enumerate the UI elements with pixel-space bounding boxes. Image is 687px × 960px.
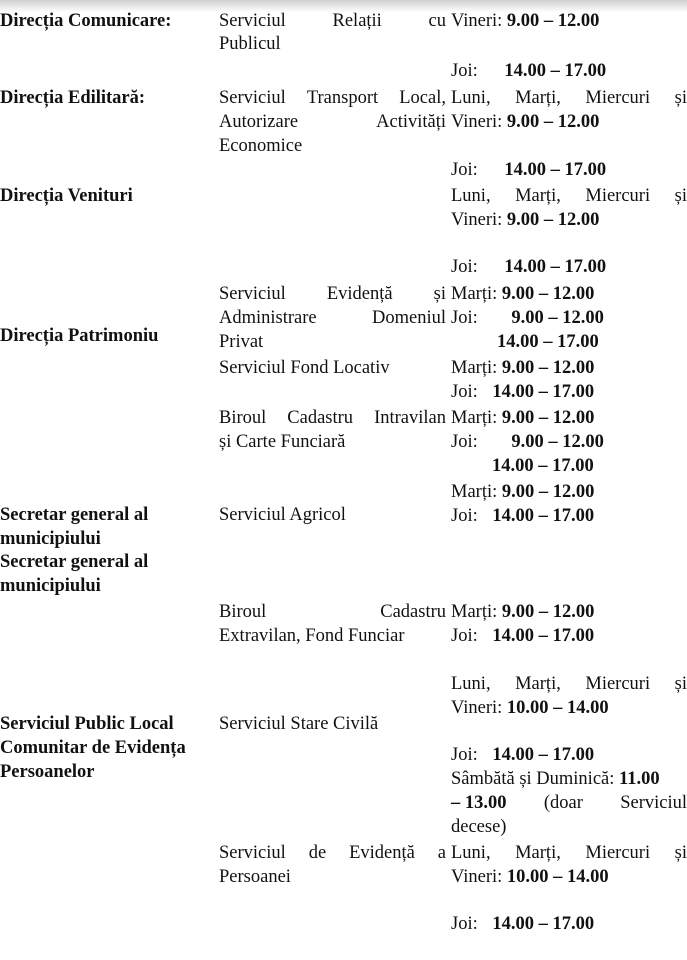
hours-days: Joi: [451,626,478,646]
hours-days: Marți: [451,602,498,622]
word: și [674,843,687,863]
word: și [674,88,687,108]
hours-days: Joi: [451,506,478,526]
word: Biroul [219,602,267,622]
hours-days: Vineri: [451,112,503,132]
hours-time: 14.00 – 17.00 [504,257,607,277]
service-evidenta-line-1 [219,283,446,307]
dept-splcep-line-3: Persoanelor [0,762,95,782]
word: Intravilan [374,408,446,428]
hours-time: 9.00 – 12.00 [506,210,600,230]
hours-line [451,768,660,792]
hours-time: 14.00 – 17.00 [492,506,595,526]
service-evidenta-line-3: Privat [219,332,264,352]
hours-days-line [451,87,687,111]
service-transport-line-3: Economice [219,136,303,156]
hours-line [451,913,594,937]
hours-line [451,505,594,529]
hours-note-line: decese) [451,817,507,837]
service-transport-line-2 [219,111,446,135]
word: Miercuri [585,674,651,694]
service-cadastru-intravilan-line-1 [219,407,446,431]
hours-line [451,307,604,331]
word: Relații [332,11,382,31]
service-cadastru-extravilan-line-1 [219,601,446,625]
word: și [674,674,687,694]
dept-secretar-line-4: municipiului [0,576,101,596]
hours-days: Joi: [451,257,478,277]
word: Luni, [451,674,491,694]
hours-line [451,111,599,135]
hours-line [451,866,609,890]
hours-note-line [451,792,687,816]
word: cu [428,11,446,31]
dept-splcep-line-2: Comunitar de Evidența [0,738,186,758]
hours-days: Marți: [451,284,498,304]
hours-time: 10.00 – 14.00 [506,698,609,718]
hours-days-line [451,673,687,697]
dept-secretar-line-1: Secretar general al [0,505,149,525]
dept-splcep-line-1: Serviciul Public Local [0,714,174,734]
hours-days-line [451,185,687,209]
hours-line [451,283,594,307]
hours-line [451,357,594,381]
word: (doar [543,793,583,813]
word: de [308,843,327,863]
hours-line [451,381,594,405]
hours-time: 10.00 – 14.00 [506,867,609,887]
hours-time: 14.00 – 17.00 [504,160,607,180]
word: Luni, [451,186,491,206]
word: Administrare [219,308,317,328]
word: și [433,284,446,304]
service-relatii-publicul-line-2: Publicul [219,34,281,54]
hours-time: 14.00 – 17.00 [492,456,594,476]
service-evidenta-persoanei-line-2: Persoanei [219,867,291,887]
hours-time: 14.00 – 17.00 [492,914,595,934]
hours-line [451,625,594,649]
hours-days-line [451,842,687,866]
hours-time: 11.00 [619,769,660,789]
hours-days: Joi: [451,308,478,328]
service-relatii-publicul-line-1 [219,10,446,34]
hours-line [451,601,594,625]
word: Serviciul [219,88,286,108]
service-transport-line-1 [219,87,446,111]
hours-line [451,481,594,505]
word: Local, [399,88,446,108]
word: Cadastru [380,602,446,622]
word: Marți, [515,88,561,108]
service-evidenta-persoanei-line-1 [219,842,446,866]
hours-time: 9.00 – 12.00 [501,602,595,622]
word: Serviciul [620,793,687,813]
hours-time: 9.00 – 12.00 [501,358,595,378]
word: Cadastru [287,408,354,428]
service-evidenta-line-2 [219,307,446,331]
hours-days: Marți: [451,408,498,428]
hours-line [451,256,606,280]
service-stare-civila: Serviciul Stare Civilă [219,714,379,734]
hours-days: Vineri: [451,11,503,31]
hours-line [451,60,606,84]
hours-days: Joi: [451,745,478,765]
hours-line [451,209,599,233]
word: a [437,843,446,863]
service-fond-locativ: Serviciul Fond Locativ [219,358,390,378]
word: Serviciul [219,11,286,31]
dept-comunicare: Direcția Comunicare: [0,11,172,31]
hours-line [451,10,599,34]
word: Marți, [515,674,561,694]
hours-time: 9.00 – 12.00 [511,432,604,452]
hours-time: 9.00 – 12.00 [506,112,600,132]
dept-venituri: Direcția Venituri [0,186,133,206]
service-agricol: Serviciul Agricol [219,505,346,525]
word: Evidență [349,843,415,863]
hours-days: Joi: [451,914,478,934]
hours-days: Marți: [451,482,498,502]
word: Autorizare [219,112,299,132]
word: – 13.00 [451,793,507,813]
hours-line [451,744,594,768]
word: Miercuri [585,186,651,206]
word: Transport [306,88,379,108]
hours-days: Joi: [451,61,478,81]
word: Marți, [515,843,561,863]
word: Miercuri [585,843,651,863]
word: și [674,186,687,206]
word: Biroul [219,408,267,428]
hours-days: Vineri: [451,698,503,718]
dept-edilitara: Direcția Edilitară: [0,88,146,108]
service-cadastru-intravilan-line-2: și Carte Funciară [219,432,346,452]
hours-time: 14.00 – 17.00 [504,61,607,81]
word: Luni, [451,88,491,108]
word: Miercuri [585,88,651,108]
hours-time: 9.00 – 12.00 [501,284,595,304]
hours-time: 14.00 – 17.00 [497,332,599,352]
hours-days: Joi: [451,160,478,180]
hours-days: Vineri: [451,867,503,887]
hours-time: 9.00 – 12.00 [501,482,595,502]
word: Serviciul [219,843,286,863]
word: Marți, [515,186,561,206]
hours-time: 9.00 – 12.00 [511,308,604,328]
hours-days: Joi: [451,432,478,452]
hours-time: 14.00 – 17.00 [492,626,595,646]
hours-line [451,407,594,431]
hours-line [451,697,609,721]
hours-line [451,431,604,455]
hours-time: 9.00 – 12.00 [501,408,595,428]
dept-secretar-line-3: Secretar general al [0,552,149,572]
word: Serviciul [219,284,286,304]
hours-days: Sâmbătă și Duminică: [451,769,615,789]
dept-secretar-line-2: municipiului [0,529,101,549]
word: Evidență [326,284,393,304]
hours-days: Joi: [451,382,478,402]
word: Luni, [451,843,491,863]
hours-line [451,159,606,183]
hours-days: Vineri: [451,210,503,230]
hours-time: 14.00 – 17.00 [492,745,595,765]
word: Activități [376,112,446,132]
hours-days: Marți: [451,358,498,378]
dept-patrimoniu: Direcția Patrimoniu [0,326,159,346]
service-cadastru-extravilan-line-2: Extravilan, Fond Funciar [219,626,405,646]
hours-time: 14.00 – 17.00 [492,382,595,402]
word: Domeniul [372,308,446,328]
hours-time: 9.00 – 12.00 [506,11,600,31]
